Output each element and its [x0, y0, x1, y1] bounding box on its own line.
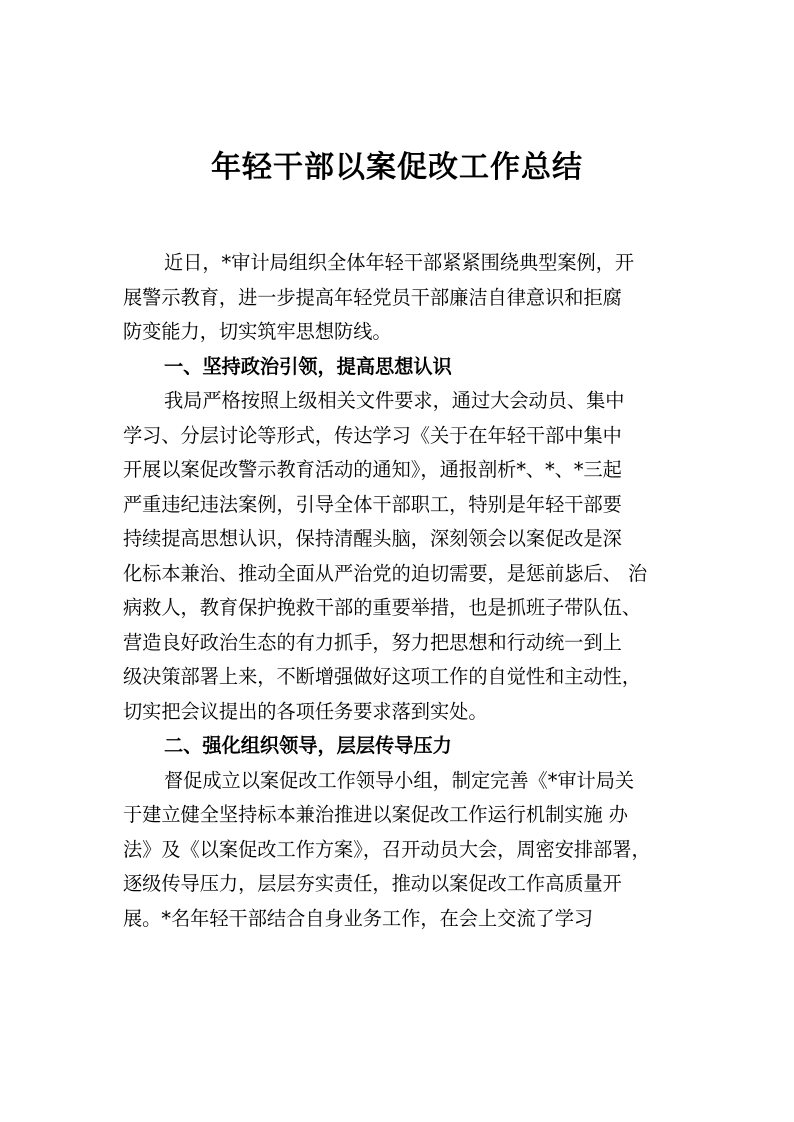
- paragraph-line: 于建立健全坚持标本兼治推进以案促改工作运行机制实施 办: [123, 803, 628, 826]
- paragraph-line: 近日，*审计局组织全体年轻干部紧紧围绕典型案例，开: [164, 251, 635, 274]
- paragraph-line: 法》及《以案促改工作方案》，召开动员大会，周密安排部署，: [123, 837, 651, 861]
- section-heading-2: 二、强化组织领导，层层传导压力: [164, 734, 452, 757]
- paragraph-line: 我局严格按照上级相关文件要求，通过大会动员、集中: [164, 389, 625, 412]
- document-title: 年轻干部以案促改工作总结: [211, 150, 583, 185]
- paragraph-line: 严重违纪违法案例，引导全体干部职工，特别是年轻干部要: [123, 492, 622, 516]
- document-body: [123, 246, 683, 936]
- paragraph-line: 展警示教育，进一步提高年轻党员干部廉洁自律意识和拒腐: [123, 285, 622, 309]
- paragraph-line: 学习、分层讨论等形式，传达学习《关于在年轻干部中集中: [123, 423, 622, 447]
- paragraph-line: 开展以案促改警示教育活动的通知》，通报剖析*、*、*三起: [123, 458, 622, 481]
- paragraph-line: 病救人，教育保护挽救干部的重要举措，也是抓班子带队伍、: [123, 596, 642, 619]
- section-heading-1: 一、坚持政治引领，提高思想认识: [164, 354, 452, 378]
- paragraph-line: 逐级传导压力，层层夯实责任，推动以案促改工作高质量开: [123, 872, 622, 895]
- paragraph-line: 级决策部署上来，不断增强做好这项工作的自觉性和主动性，: [123, 665, 642, 688]
- paragraph-line: 切实把会议提出的各项任务要求落到实处。: [123, 699, 488, 723]
- paragraph-line: 督促成立以案促改工作领导小组，制定完善《*审计局关: [164, 768, 635, 792]
- paragraph-line: 化标本兼治、推动全面从严治党的迫切需要，是惩前毖后、 治: [123, 561, 648, 585]
- paragraph-line: 持续提高思想认识，保持清醒头脑，深刻领会以案促改是深: [123, 527, 622, 550]
- paragraph-line: 展。*名年轻干部结合自身业务工作，在会上交流了学习: [123, 906, 594, 930]
- paragraph-line: 防变能力，切实筑牢思想防线。: [123, 320, 392, 343]
- paragraph-line: 营造良好政治生态的有力抓手，努力把思想和行动统一到上: [123, 630, 622, 654]
